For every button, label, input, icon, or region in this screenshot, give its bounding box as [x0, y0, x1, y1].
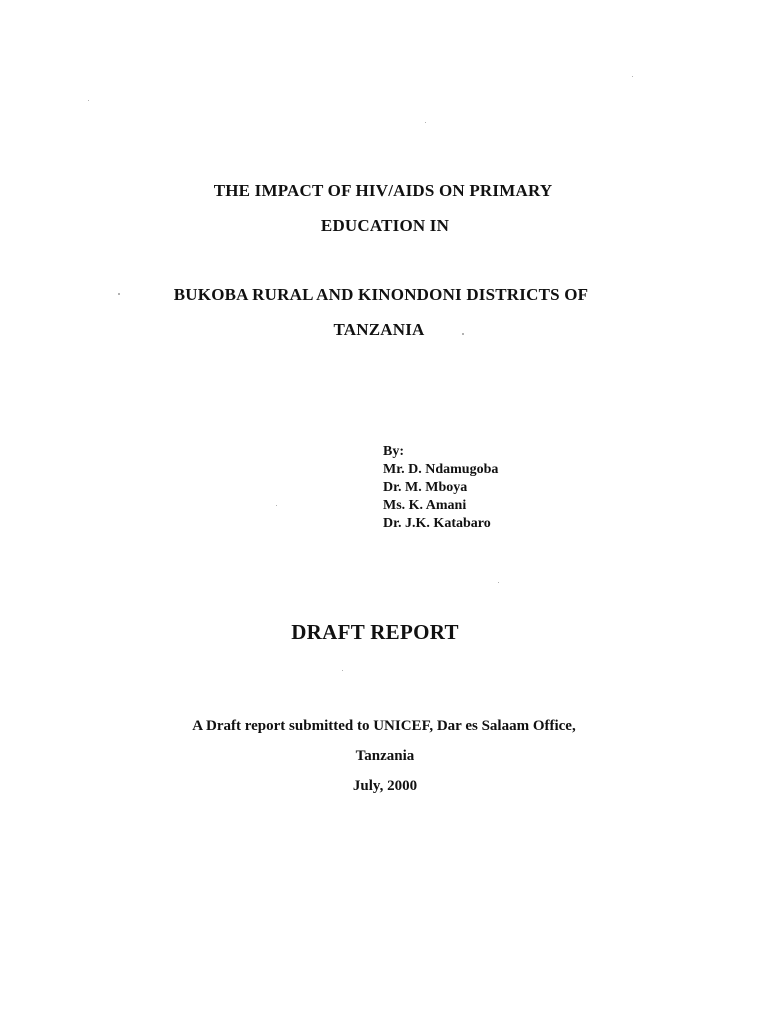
location-line: Tanzania [355, 748, 415, 764]
scan-speck [342, 670, 343, 671]
author-name: Dr. M. Mboya [383, 480, 468, 495]
scan-speck [118, 293, 120, 295]
scan-speck [462, 333, 464, 335]
author-block [383, 443, 498, 533]
scan-speck [276, 505, 277, 506]
title-line: THE IMPACT OF HIV/AIDS ON PRIMARY [213, 181, 553, 200]
title-line: BUKOBA RURAL AND KINONDONI DISTRICTS OF [173, 285, 589, 304]
scan-speck [88, 100, 89, 101]
author-name: Dr. J.K. Katabaro [383, 516, 491, 531]
author-name: Mr. D. Ndamugoba [383, 462, 499, 477]
author-name: Ms. K. Amani [383, 498, 467, 513]
title-line: EDUCATION IN [320, 216, 450, 235]
date-line: July, 2000 [352, 778, 418, 794]
title-line: TANZANIA [333, 320, 425, 339]
scan-speck [632, 76, 633, 77]
scan-speck [425, 122, 426, 123]
submission-statement: A Draft report submitted to UNICEF, Dar es Salaam Office, [192, 718, 576, 734]
scan-speck [498, 582, 499, 583]
by-label: By: [383, 444, 404, 459]
report-type-heading: DRAFT REPORT [291, 620, 459, 644]
